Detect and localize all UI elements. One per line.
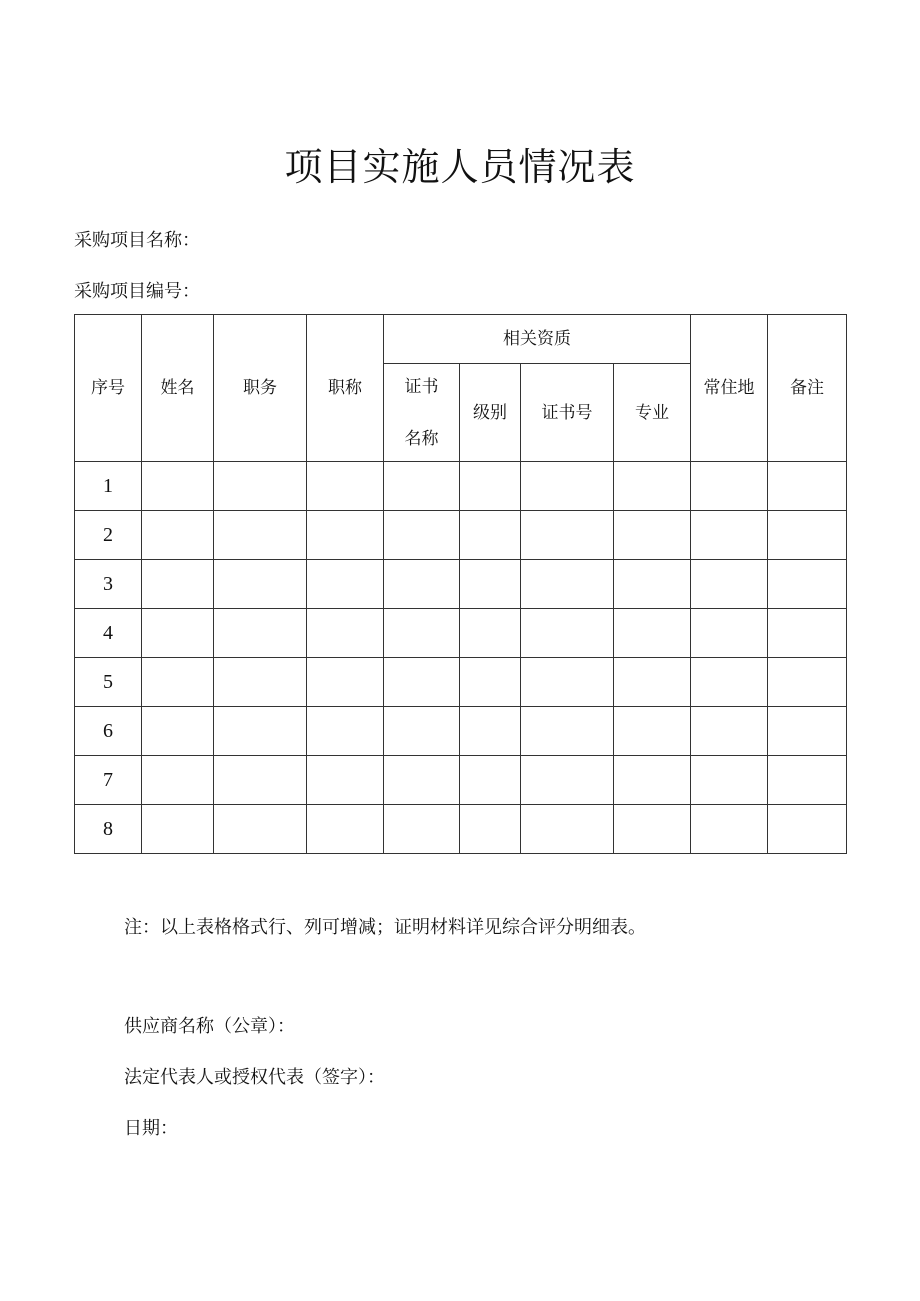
empty-cell <box>307 805 384 854</box>
empty-cell <box>142 609 214 658</box>
header-cert-name <box>384 364 460 462</box>
empty-cell <box>384 609 460 658</box>
empty-cell <box>691 462 768 511</box>
row-seq-cell: 7 <box>75 756 142 805</box>
empty-cell <box>768 805 847 854</box>
table-row <box>75 707 847 756</box>
empty-cell <box>384 756 460 805</box>
empty-cell <box>768 560 847 609</box>
row-seq-cell: 5 <box>75 658 142 707</box>
empty-cell <box>521 560 614 609</box>
empty-cell <box>614 658 691 707</box>
empty-cell <box>460 462 521 511</box>
header-level: 级别 <box>460 364 521 462</box>
table-row <box>75 609 847 658</box>
empty-cell <box>521 658 614 707</box>
empty-cell <box>691 609 768 658</box>
empty-cell <box>384 560 460 609</box>
empty-cell <box>460 560 521 609</box>
empty-cell <box>142 707 214 756</box>
header-cert-name-line2: 名称 <box>404 428 439 449</box>
page-title: 项目实施人员情况表 <box>284 145 636 189</box>
empty-cell <box>460 609 521 658</box>
empty-cell <box>521 609 614 658</box>
empty-cell <box>691 756 768 805</box>
empty-cell <box>214 462 307 511</box>
row-seq-cell: 1 <box>75 462 142 511</box>
empty-cell <box>768 609 847 658</box>
empty-cell <box>614 462 691 511</box>
empty-cell <box>214 511 307 560</box>
table-row <box>75 560 847 609</box>
header-cert-name-line1: 证书 <box>404 376 439 397</box>
header-name: 姓名 <box>142 315 214 462</box>
empty-cell <box>691 658 768 707</box>
empty-cell <box>614 560 691 609</box>
empty-cell <box>384 511 460 560</box>
empty-cell <box>460 511 521 560</box>
empty-cell <box>768 658 847 707</box>
empty-cell <box>142 756 214 805</box>
empty-cell <box>521 756 614 805</box>
empty-cell <box>614 707 691 756</box>
empty-cell <box>307 462 384 511</box>
date-label: 日期： <box>124 1118 178 1139</box>
empty-cell <box>384 462 460 511</box>
empty-cell <box>691 707 768 756</box>
empty-cell <box>384 805 460 854</box>
personnel-table <box>74 314 847 854</box>
empty-cell <box>214 707 307 756</box>
table-note: 注：以上表格格式行、列可增减；证明材料详见综合评分明细表。 <box>124 917 646 938</box>
empty-cell <box>214 560 307 609</box>
empty-cell <box>691 511 768 560</box>
row-seq-cell: 3 <box>75 560 142 609</box>
empty-cell <box>521 462 614 511</box>
empty-cell <box>307 511 384 560</box>
row-seq-cell: 4 <box>75 609 142 658</box>
empty-cell <box>614 609 691 658</box>
empty-cell <box>307 756 384 805</box>
empty-cell <box>307 707 384 756</box>
header-seq: 序号 <box>75 315 142 462</box>
header-remarks: 备注 <box>768 315 847 462</box>
empty-cell <box>142 462 214 511</box>
project-name-label: 采购项目名称： <box>74 230 200 251</box>
empty-cell <box>307 609 384 658</box>
table-row <box>75 658 847 707</box>
empty-cell <box>142 560 214 609</box>
empty-cell <box>521 511 614 560</box>
empty-cell <box>307 560 384 609</box>
header-cert-number: 证书号 <box>521 364 614 462</box>
empty-cell <box>768 707 847 756</box>
table-row <box>75 462 847 511</box>
empty-cell <box>384 658 460 707</box>
project-number-label: 采购项目编号： <box>74 281 200 302</box>
empty-cell <box>384 707 460 756</box>
empty-cell <box>521 805 614 854</box>
empty-cell <box>214 756 307 805</box>
header-position: 职务 <box>214 315 307 462</box>
supplier-name-label: 供应商名称（公章）： <box>124 1016 295 1037</box>
representative-signature-label: 法定代表人或授权代表（签字）： <box>124 1067 385 1088</box>
empty-cell <box>614 756 691 805</box>
table-row <box>75 511 847 560</box>
header-residence: 常住地 <box>691 315 768 462</box>
header-major: 专业 <box>614 364 691 462</box>
empty-cell <box>614 805 691 854</box>
empty-cell <box>460 756 521 805</box>
empty-cell <box>768 462 847 511</box>
empty-cell <box>142 658 214 707</box>
table-row <box>75 756 847 805</box>
empty-cell <box>142 511 214 560</box>
empty-cell <box>460 658 521 707</box>
empty-cell <box>460 805 521 854</box>
header-title: 职称 <box>307 315 384 462</box>
empty-cell <box>214 658 307 707</box>
row-seq-cell: 2 <box>75 511 142 560</box>
empty-cell <box>142 805 214 854</box>
header-qualification-group: 相关资质 <box>384 315 691 364</box>
empty-cell <box>214 805 307 854</box>
empty-cell <box>614 511 691 560</box>
empty-cell <box>307 658 384 707</box>
row-seq-cell: 8 <box>75 805 142 854</box>
empty-cell <box>521 707 614 756</box>
table-row <box>75 805 847 854</box>
row-seq-cell: 6 <box>75 707 142 756</box>
empty-cell <box>214 609 307 658</box>
empty-cell <box>768 756 847 805</box>
empty-cell <box>768 511 847 560</box>
empty-cell <box>460 707 521 756</box>
empty-cell <box>691 805 768 854</box>
empty-cell <box>691 560 768 609</box>
